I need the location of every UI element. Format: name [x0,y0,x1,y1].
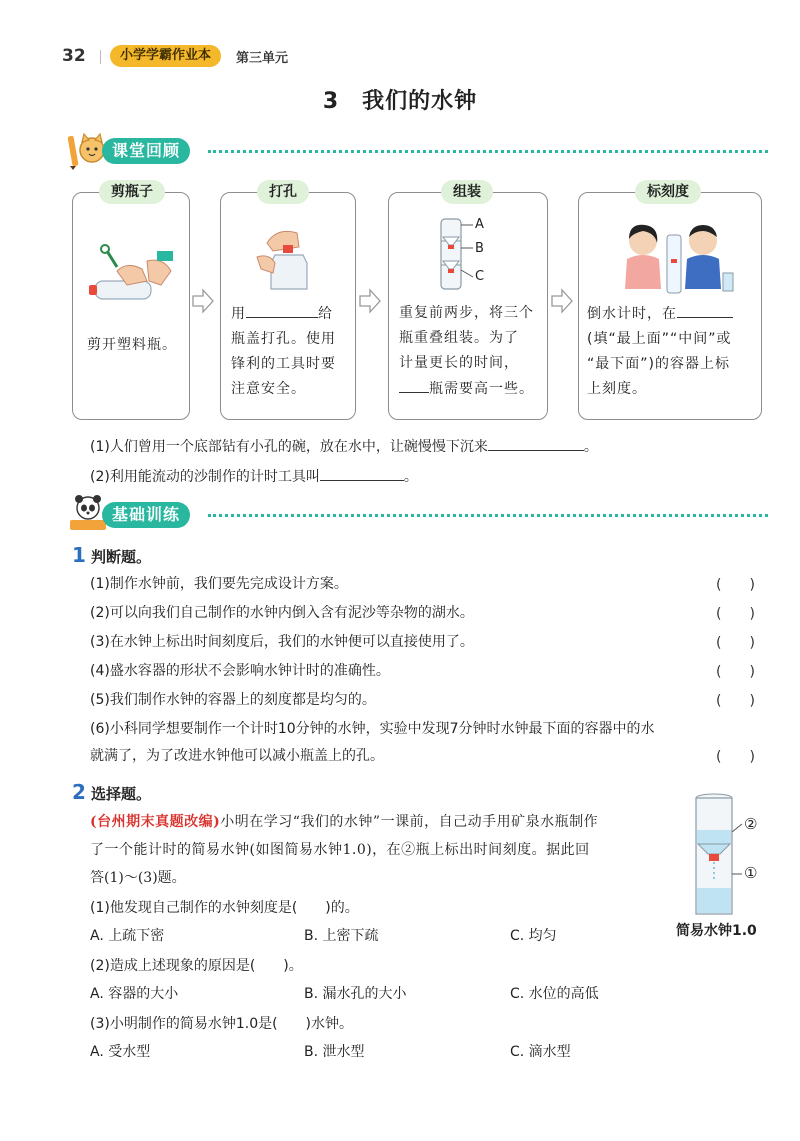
fill-blank[interactable] [399,376,429,393]
review-question-2: (2)利用能流动的沙制作的计时工具叫 。 [90,464,418,487]
figure-label-2: ② [744,815,758,833]
card-text-line4: 瓶需要高一些。 [429,381,534,397]
punching-cap-illustration [247,223,327,293]
choice-intro-line1: (台州期末真题改编)小明在学习“我们的水钟”一课前，自己动手用矿泉水瓶制作 [90,814,599,830]
process-card-mark [578,184,762,420]
card-text-line1: 倒水计时，在 [587,306,677,322]
section-banner-review [68,136,768,166]
process-card-assemble [388,184,548,420]
lesson-title: 3 我们的水钟 [322,89,478,114]
card-tag: 剪瓶子 [99,180,165,204]
source-tag: (台州期末真题改编) [90,814,221,830]
answer-paren[interactable]: ( ) [716,606,755,622]
unit-name: 第三单元 [236,51,289,66]
choice-heading [72,780,151,804]
process-card-cut [72,184,190,420]
figure-label-1: ① [744,864,758,882]
header-divider [100,50,101,64]
page-number: 32 [62,46,86,66]
arrow-right-icon [358,288,382,314]
bottle-label-b: B [475,241,484,256]
answer-paren[interactable]: ( ) [716,664,755,680]
arrow-right-icon [550,288,574,314]
book-name-badge: 小学学霸作业本 [110,45,221,67]
option-c[interactable]: C. 滴水型 [510,1044,571,1060]
choice-question-1: (1)他发现自己制作的水钟刻度是( )的。 [90,900,359,916]
card-text-line2: 瓶盖打孔。使用 [231,331,336,347]
figure-caption: 简易水钟1.0 [676,923,757,939]
bottle-label-c: C [475,269,485,284]
option-c[interactable]: C. 均匀 [510,928,557,944]
card-text-line3: 计量更长的时间， [399,355,519,371]
card-text-line1-pre: 用 [231,306,246,322]
simple-water-clock-figure [690,790,780,920]
question-type-title: 选择题。 [91,785,152,803]
judge-item-3: (3)在水钟上标出时间刻度后，我们的水钟便可以直接使用了。 [90,634,474,650]
judge-item-6: (6)小科同学想要制作一个计时10分钟的水钟，实验中发现7分钟时水钟最下面的容器中的水 [90,721,655,737]
option-b[interactable]: B. 漏水孔的大小 [304,986,407,1002]
judge-item-4: (4)盛水容器的形状不会影响水钟计时的准确性。 [90,663,390,679]
card-tag: 标刻度 [635,180,701,204]
card-text-line2: (填“最上面”“中间”或 [587,331,732,347]
judge-item-2: (2)可以向我们自己制作的水钟内倒入含有泥沙等杂物的湖水。 [90,605,474,621]
option-b[interactable]: B. 泄水型 [304,1044,365,1060]
question-number: 2 [72,780,86,804]
arrow-right-icon [191,288,215,314]
card-text: 剪开塑料瓶。 [87,337,177,353]
option-a[interactable]: A. 受水型 [90,1044,151,1060]
judge-heading [72,543,151,567]
cutting-bottle-illustration [87,241,177,311]
choice-intro-line3: 答(1)～(3)题。 [90,870,186,886]
review-question-1: (1)人们曾用一个底部钻有小孔的碗，放在水中，让碗慢慢下沉来 。 [90,434,598,457]
card-text-line4: 注意安全。 [231,381,306,397]
bottle-label-a: A [475,217,484,232]
choice-question-3: (3)小明制作的简易水钟1.0是( )水钟。 [90,1016,354,1032]
section-title-review: 课堂回顾 [102,138,190,164]
option-a[interactable]: A. 上疏下密 [90,928,165,944]
choice-question-2: (2)造成上述现象的原因是( )。 [90,958,303,974]
choice-intro-line2: 了一个能计时的简易水钟(如图简易水钟1.0)，在②瓶上标出时间刻度。据此回 [90,842,590,858]
answer-paren[interactable]: ( ) [716,693,755,709]
section-dotted-line [208,514,768,517]
answer-paren[interactable]: ( ) [716,577,755,593]
card-text-line1-post: 给 [318,306,333,322]
section-title-basic: 基础训练 [102,502,190,528]
judge-item-5: (5)我们制作水钟的容器上的刻度都是均匀的。 [90,692,376,708]
judge-item-6-cont: 就满了，为了改进水钟他可以减小瓶盖上的孔。 [90,748,384,764]
fill-blank[interactable] [320,464,404,481]
students-marking-illustration [615,219,735,299]
card-text-line4: 上刻度。 [587,381,647,397]
option-a[interactable]: A. 容器的大小 [90,986,179,1002]
section-dotted-line [208,150,768,153]
fill-blank[interactable] [246,301,318,318]
fill-blank[interactable] [677,301,733,318]
card-text-line3: 锋利的工具时要 [231,356,336,372]
card-tag: 组装 [441,180,493,204]
card-text-line2: 瓶重叠组装。为了 [399,330,519,346]
section-banner-basic [68,500,768,530]
answer-paren[interactable]: ( ) [716,635,755,651]
judge-item-1: (1)制作水钟前，我们要先完成设计方案。 [90,576,348,592]
question-number: 1 [72,543,86,567]
card-tag: 打孔 [257,180,309,204]
option-c[interactable]: C. 水位的高低 [510,986,599,1002]
card-text-line1: 重复前两步，将三个 [399,305,534,321]
option-b[interactable]: B. 上密下疏 [304,928,379,944]
question-type-title: 判断题。 [91,548,152,566]
answer-paren[interactable]: ( ) [716,749,755,765]
fill-blank[interactable] [488,434,584,451]
process-card-punch [220,184,356,420]
card-text-line3: “最下面”)的容器上标 [587,356,730,372]
